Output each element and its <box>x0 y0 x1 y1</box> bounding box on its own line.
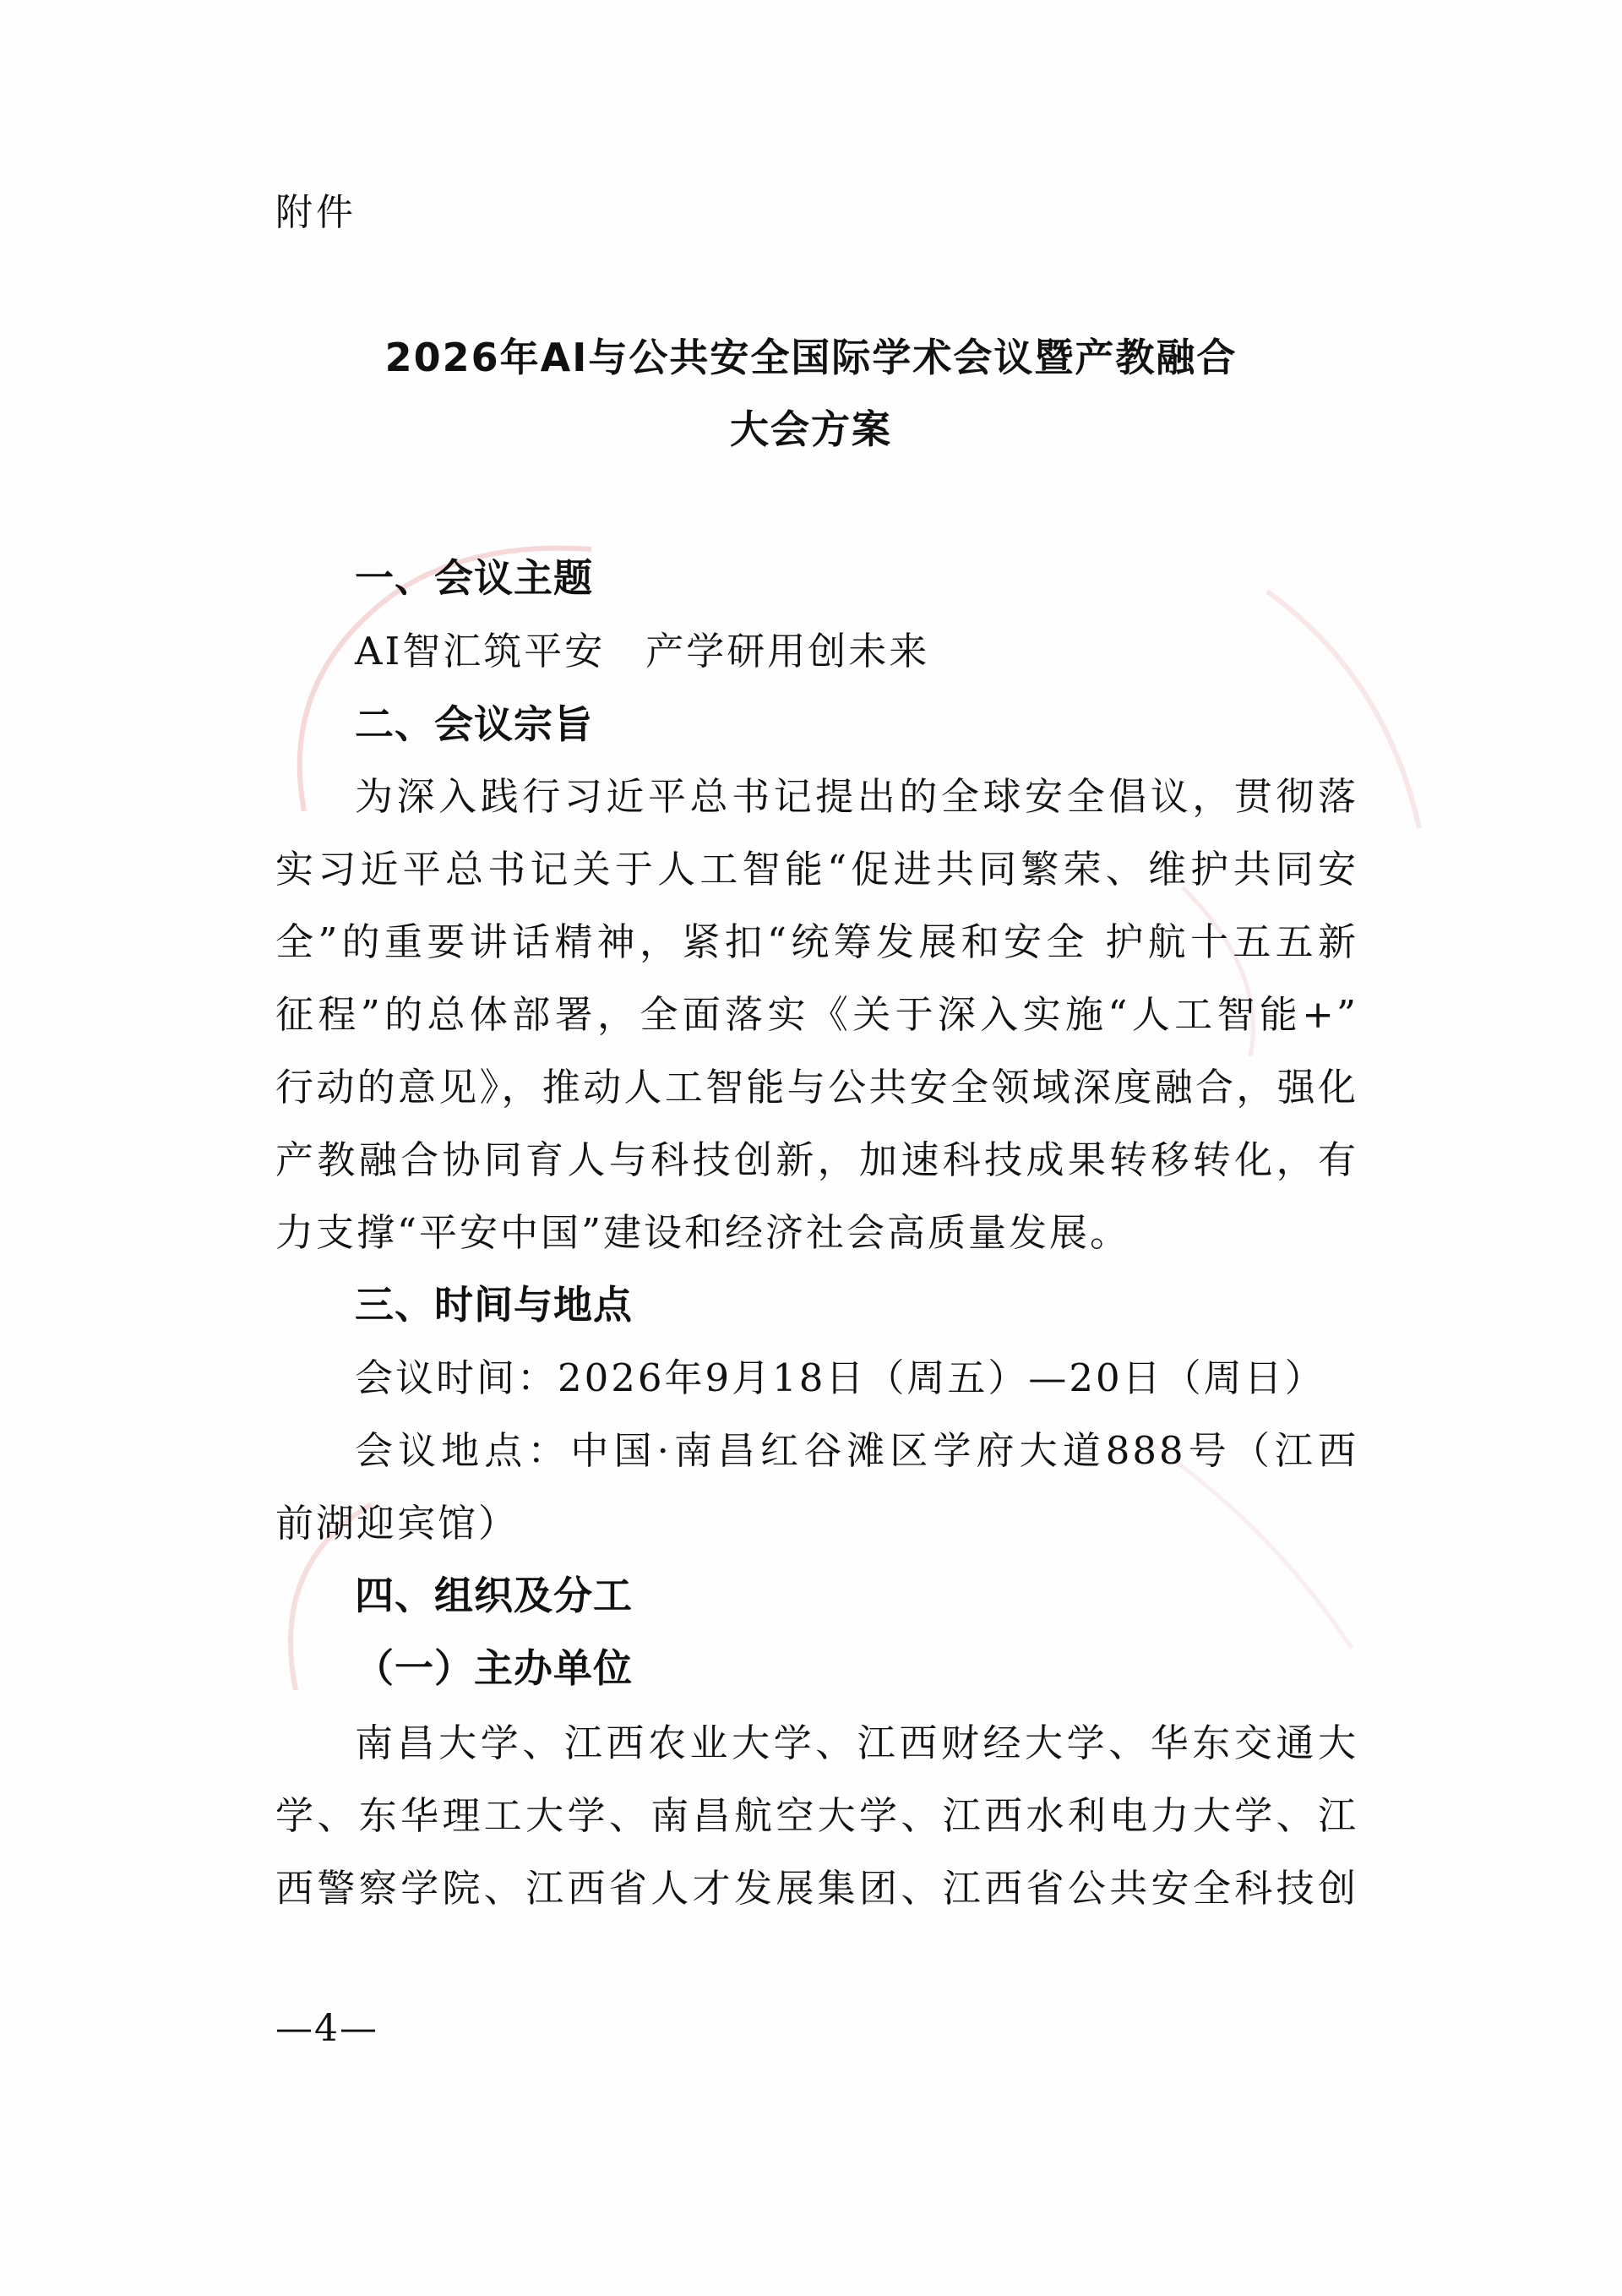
purpose-line: 全”的重要讲话精神，紧扣“统筹发展和安全 护航十五五新 <box>275 919 1358 964</box>
purpose-line: 力支撑“平安中国”建设和经济社会高质量发展。 <box>275 1210 1131 1255</box>
purpose-line: 征程”的总体部署，全面落实《关于深入实施“人工智能+” <box>275 992 1358 1037</box>
purpose-line: 产教融合协同育人与科技创新，加速科技成果转移转化，有 <box>275 1137 1358 1182</box>
document-title-line-1: 2026年AI与公共安全国际学术会议暨产教融合 <box>384 335 1238 380</box>
purpose-line: 行动的意见》，推动人工智能与公共安全领域深度融合，强化 <box>275 1065 1358 1110</box>
document-title-line-2: 大会方案 <box>730 406 892 452</box>
section-heading-organization: 四、组织及分工 <box>355 1573 633 1618</box>
meeting-place-line-2: 前湖迎宾馆） <box>275 1501 520 1546</box>
section-heading-theme: 一、会议主题 <box>355 555 593 601</box>
section-heading-purpose: 二、会议宗旨 <box>355 701 593 747</box>
purpose-line: 为深入践行习近平总书记提出的全球安全倡议，贯彻落 <box>355 774 1358 819</box>
meeting-time: 会议时间：2026年9月18日（周五）—20日（周日） <box>355 1355 1325 1400</box>
theme-text: AI智汇筑平安 产学研用创未来 <box>355 629 930 674</box>
hosts-line: 西警察学院、江西省人才发展集团、江西省公共安全科技创 <box>275 1866 1358 1911</box>
sub-heading-hosts: （一）主办单位 <box>355 1645 633 1691</box>
hosts-line: 南昌大学、江西农业大学、江西财经大学、华东交通大 <box>355 1721 1358 1765</box>
meeting-place-line-1: 会议地点：中国·南昌红谷滩区学府大道888号（江西 <box>355 1428 1358 1473</box>
hosts-line: 学、东华理工大学、南昌航空大学、江西水利电力大学、江 <box>275 1793 1358 1838</box>
section-heading-time-place: 三、时间与地点 <box>355 1282 633 1328</box>
attachment-label: 附件 <box>275 191 357 234</box>
purpose-line: 实习近平总书记关于人工智能“促进共同繁荣、维护共同安 <box>275 847 1358 892</box>
page-number: —4— <box>275 2007 378 2050</box>
